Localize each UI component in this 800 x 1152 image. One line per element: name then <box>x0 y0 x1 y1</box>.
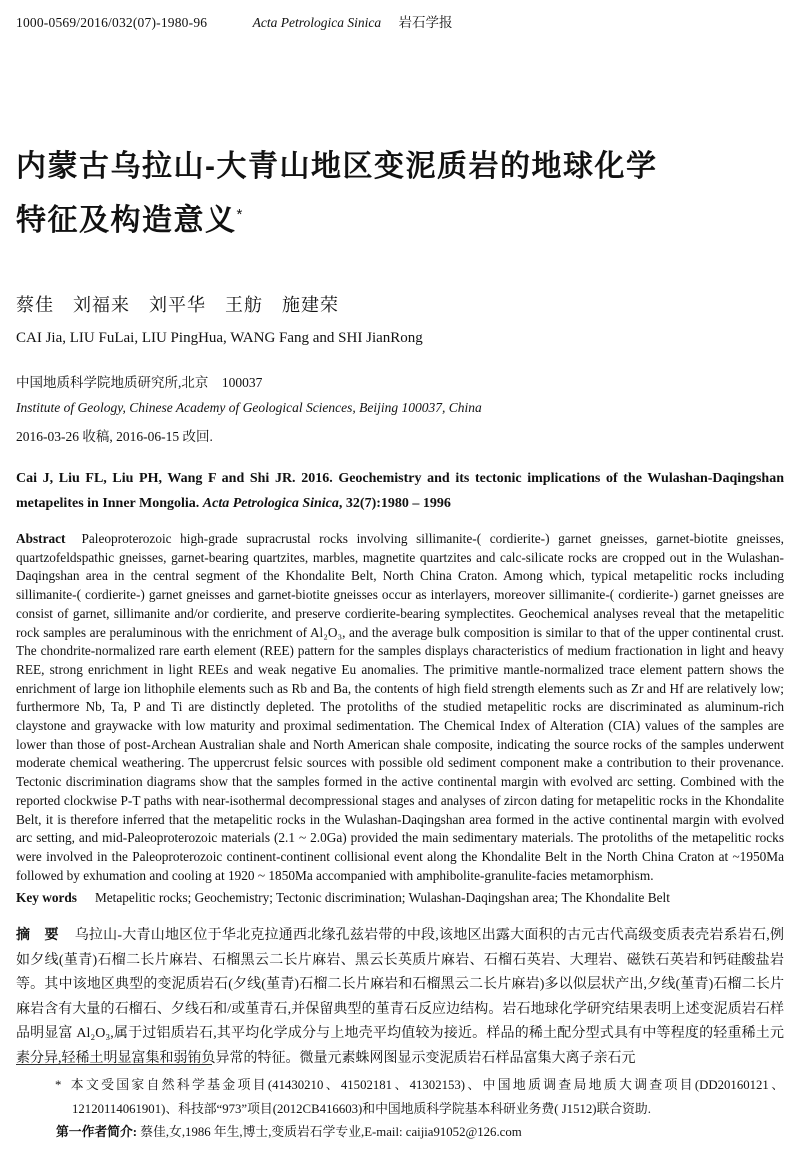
citation-line <box>16 466 784 516</box>
first-author-label: 第一作者简介: <box>56 1125 138 1139</box>
keywords-label: Key words <box>16 890 77 906</box>
first-author-bio <box>16 1121 784 1145</box>
funding-note <box>16 1074 784 1121</box>
article-title-line2-text: 特征及构造意义 <box>16 204 237 237</box>
footnote-asterisk: * <box>55 1078 62 1092</box>
citation-text-part1: Cai J, Liu FL, Liu PH, Wang F and Shi JR. 2016. Geochemistry and its tectonic implications of the Wulashan-Daqingshan metapelites in Inner Mongolia. <box>16 471 784 511</box>
citation-journal-name: Acta Petrologica Sinica <box>202 496 339 511</box>
received-revised-dates: 2016-03-26 收稿, 2016-06-15 改回. <box>16 429 213 444</box>
abstract-chinese-section <box>16 924 784 1071</box>
affiliation-english: Institute of Geology, Chinese Academy of Geological Sciences, Beijing 100037, China <box>16 400 482 415</box>
journal-name-cn: 岩石学报 <box>398 15 453 30</box>
keywords-section <box>16 889 784 908</box>
abstract-label: Abstract <box>16 531 66 546</box>
affiliation-chinese: 中国地质科学院地质研究所,北京 100037 <box>16 375 263 390</box>
authors-english: CAI Jia, LIU FuLai, LIU PingHua, WANG Fang and SHI JianRong <box>16 330 423 346</box>
funding-text: 本文受国家自然科学基金项目(41430210、41502181、41302153)、中国地质调查局地质大调查项目(DD20160121、12120114061901)、科技部“973”项目(2012CB416603)和中国地质科学院基本科研业务费( J1512)联合资助. <box>68 1078 784 1116</box>
abstract-section <box>16 530 784 885</box>
journal-name-en: Acta Petrologica Sinica <box>252 15 382 30</box>
citation-text-part2: , 32(7):1980 – 1996 <box>338 496 451 511</box>
abstract-chinese-label: 摘 要 <box>16 928 59 944</box>
title-footnote-marker: * <box>236 206 244 223</box>
page-header <box>16 14 784 31</box>
article-id-code: 1000-0569/2016/032(07)-1980-96 <box>16 15 208 30</box>
abstract-text: Paleoproterozoic high-grade supracrustal rocks involving sillimanite-( cordierite-) garnet gneisses, garnet-biotite gneisses, quartzofeldspathic gneisses, garnet-bearing quartzites, marbles, magnetite quartzites and calc-silicate rocks are cropped out in the Wulashan-Daqingshan area in the central segment of the Khondalite Belt, North China Craton. Among which, typical metapelitic rocks including sillimanite-( cordierite-) garnet gneisses and garnet-biotite gneisses occur as interlayers, moreover sillimanite-( cordierite-) garnet gneisses are consist of garnet, sillimanite and/or cordierite, and preserve cordierite-bearing symplectites. Geochemical analyses reveal that the metapelitic rock samples are peraluminous with the enrichment of Al₂O₃, and the average bulk composition is similar to that of the upper continental crust. The chondrite-normalized rare earth element (REE) pattern for the samples displays characteristics of medium fractionation in light and heavy REE, strong enrichment in light REEs and weak negative Eu anomalies. The primitive mantle-normalized trace element pattern shows the enrichment of large ion lithophile elements such as Rb and Ba, the contents of high field strength elements such as Zr and Hf are relatively low; furthermore Nb, Ta, P and Ti are distinctly depleted. The protoliths of the studied metapelitic rocks are discriminated as aluminum-rich claystone and graywacke with low maturity and proximal sedimentation. The Chemical Index of Alteration (CIA) values of the samples are lower than those of post-Archean Australian shale and North American shale composite, indicating the source rocks of the samples underwent moderate chemical weathering. The uppercrust felsic sources with possible old sediment component make a contribution to their provenance. Tectonic discrimination diagrams show that the samples formed in the active continental margin with evolved arc setting. Combined with the reported clockwise P-T paths with near-isothermal decompressional stages and analyses of zircon dating for metapelitic rocks in the Khondalite Belt, it is therefore inferred that the metapelitic rocks in the Wulashan-Daqingshan area formed in the active continental margin with evolved arc setting, and mid-Paleoproterozoic materials (2.1 ~ 2.0Ga) provided the main sedimentary materials. The protoliths of the metapelitic rocks were involved in the Paleoproterozoic continent-continent collisional event along the Khondalite Belt in the North China Craton at ~1950Ma followed by exhumation and cooling at 1920 ~ 1850Ma accompanied with amphibolite-granulite-facies metamorphism. <box>16 531 784 883</box>
footnote-section <box>16 1074 784 1145</box>
article-title <box>16 143 784 245</box>
article-title-line1: 内蒙古乌拉山-大青山地区变泥质岩的地球化学 <box>16 150 658 183</box>
authors-chinese: 蔡佳 刘福来 刘平华 王舫 施建荣 <box>16 295 339 315</box>
abstract-chinese-text: 乌拉山-大青山地区位于华北克拉通西北缘孔兹岩带的中段,该地区出露大面积的古元古代高级变质表壳岩系岩石,例如夕线(堇青)石榴二长片麻岩、石榴黑云二长片麻岩、黑云长英质片麻岩、石榴石英岩、大理岩、磁铁石英岩和钙硅酸盐岩等。其中该地区典型的变泥质岩石(夕线(堇青)石榴二长片麻岩和石榴黑云二长片麻岩)多以似层状产出,夕线(堇青)石榴二长片麻岩含有大量的石榴石、夕线石和/或堇青石,并保留典型的堇青石反应边结构。岩石地球化学研究结果表明上述变泥质岩石样品明显富 Al₂O₃,属于过铝质岩石,其平均化学成分与上地壳平均值较为接近。样品的稀土配分型式具有中等程度的轻重稀土元素分异,轻稀土明显富集和弱铕负异常的特征。微量元素蛛网图显示变泥质岩石样品富集大离子亲石元 <box>16 928 784 1066</box>
first-author-info: 蔡佳,女,1986 年生,博士,变质岩石学专业,E-mail: caijia91052@126.com <box>140 1125 522 1139</box>
keywords-text: Metapelitic rocks; Geochemistry; Tectonic discrimination; Wulashan-Daqingshan area; The Khondalite Belt <box>94 890 670 906</box>
footnote-divider <box>16 1064 212 1065</box>
article-title-line2 <box>16 191 784 245</box>
